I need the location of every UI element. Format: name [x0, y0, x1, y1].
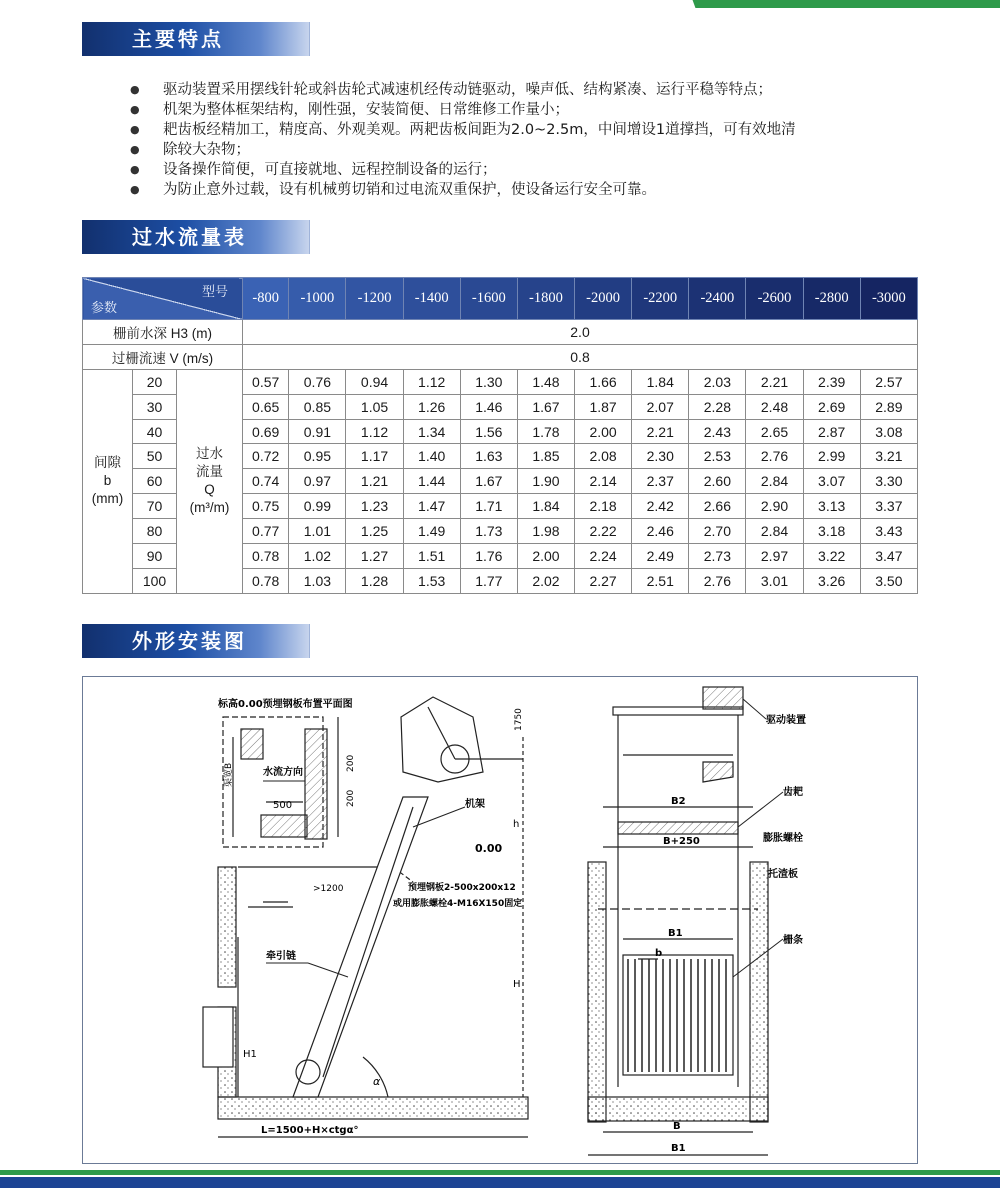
dim-H: H [513, 979, 521, 990]
flow-value: 3.43 [860, 519, 917, 544]
depth-value: 2.0 [243, 320, 918, 345]
flow-value: 2.14 [575, 469, 632, 494]
flow-value: 2.76 [689, 568, 746, 593]
gap-value: 90 [133, 544, 177, 569]
flow-value: 3.22 [803, 544, 860, 569]
embed-bolt-label: 或用膨胀螺栓4-M16X150固定 [393, 899, 523, 909]
flow-value: 2.37 [632, 469, 689, 494]
dim-1750: 1750 [514, 708, 524, 731]
flow-value: 0.97 [289, 469, 346, 494]
flow-value: 1.12 [403, 369, 460, 394]
flow-value: 1.44 [403, 469, 460, 494]
flow-value: 2.07 [632, 394, 689, 419]
installation-drawing [83, 677, 917, 1163]
flow-value: 2.21 [632, 419, 689, 444]
flow-value: 1.01 [289, 519, 346, 544]
table-header-row [83, 278, 918, 320]
flow-value: 2.27 [575, 568, 632, 593]
flow-value: 2.90 [746, 494, 803, 519]
depth-label: 栅前水深 H3 (m) [83, 320, 243, 345]
flow-value: 0.99 [289, 494, 346, 519]
flow-value: 0.65 [243, 394, 289, 419]
flow-value: 1.56 [460, 419, 517, 444]
flow-value: 3.37 [860, 494, 917, 519]
gap-value: 50 [133, 444, 177, 469]
flow-value: 2.60 [689, 469, 746, 494]
flow-value: 2.03 [689, 369, 746, 394]
flow-value: 1.73 [460, 519, 517, 544]
flow-value: 0.94 [346, 369, 403, 394]
alpha-label: α [373, 1075, 381, 1088]
velocity-label: 过栅流速 V (m/s) [83, 344, 243, 369]
top-accent-bar [690, 0, 1000, 8]
flow-value: 2.46 [632, 519, 689, 544]
drive-unit-label: 驱动装置 [766, 715, 806, 726]
section-header-features: 主要特点 [82, 22, 310, 56]
model-header: -1000 [289, 278, 346, 320]
gap-value: 40 [133, 419, 177, 444]
plan-title: 标高0.00预埋钢板布置平面图 [218, 699, 353, 710]
gap-value: 20 [133, 369, 177, 394]
feature-item: ● 机架为整体框架结构，刚性强，安装简便、日常维修工作量小； [130, 100, 920, 120]
table-row [83, 369, 918, 394]
frame-label: 机架 [465, 799, 485, 810]
flow-value: 1.27 [346, 544, 403, 569]
flow-value: 1.05 [346, 394, 403, 419]
installation-drawing-frame [82, 676, 918, 1164]
side-section [203, 697, 528, 1137]
flow-value: 2.49 [632, 544, 689, 569]
flow-value: 0.91 [289, 419, 346, 444]
flow-value: 1.66 [575, 369, 632, 394]
flow-value: 2.84 [746, 469, 803, 494]
flow-value: 2.65 [746, 419, 803, 444]
flow-value: 1.30 [460, 369, 517, 394]
elevation-0: 0.00 [475, 842, 503, 855]
flow-value: 0.75 [243, 494, 289, 519]
flow-value: 1.85 [517, 444, 574, 469]
flow-rate-table [82, 277, 918, 594]
flow-value: 2.66 [689, 494, 746, 519]
flow-value: 2.53 [689, 444, 746, 469]
flow-value: 2.39 [803, 369, 860, 394]
flow-value: 2.99 [803, 444, 860, 469]
flow-value: 1.67 [517, 394, 574, 419]
dim-1200: >1200 [313, 884, 344, 894]
flow-value: 2.28 [689, 394, 746, 419]
model-header: -1400 [403, 278, 460, 320]
gap-value: 100 [133, 568, 177, 593]
model-header: -3000 [860, 278, 917, 320]
gap-value: 80 [133, 519, 177, 544]
tray-label: 托渣板 [768, 869, 798, 880]
embed-plate-label: 预埋钢板2-500x200x12 [408, 883, 516, 893]
section-header-drawing: 外形安装图 [82, 624, 310, 658]
flow-value: 3.30 [860, 469, 917, 494]
model-header: -800 [243, 278, 289, 320]
corner-label-param: 参数 [91, 300, 118, 315]
flow-value: 0.76 [289, 369, 346, 394]
flow-value: 1.21 [346, 469, 403, 494]
flow-value: 2.84 [746, 519, 803, 544]
dim-B1-inner: B1 [668, 928, 683, 939]
flow-value: 2.89 [860, 394, 917, 419]
channel-width-label: 渠宽B [224, 762, 234, 787]
table-corner-cell [83, 278, 243, 320]
flow-value: 0.77 [243, 519, 289, 544]
flow-value: 2.51 [632, 568, 689, 593]
model-header: -2600 [746, 278, 803, 320]
footer-bar [0, 1170, 1000, 1188]
feature-list [130, 80, 920, 200]
flow-value: 0.85 [289, 394, 346, 419]
bolt-label: 膨胀螺栓 [763, 833, 803, 844]
dim-B1-bottom: B1 [671, 1143, 686, 1154]
flow-value: 1.87 [575, 394, 632, 419]
flow-value: 2.42 [632, 494, 689, 519]
gap-value: 60 [133, 469, 177, 494]
model-header: -1600 [460, 278, 517, 320]
model-header: -2000 [575, 278, 632, 320]
flow-value: 2.57 [860, 369, 917, 394]
gap-value: 70 [133, 494, 177, 519]
flow-value: 1.53 [403, 568, 460, 593]
feature-item-continuation: ● 除较大杂物； [130, 140, 920, 160]
flow-value: 2.69 [803, 394, 860, 419]
flow-value: 2.00 [517, 544, 574, 569]
model-header: -2800 [803, 278, 860, 320]
flow-value: 0.95 [289, 444, 346, 469]
flow-value: 1.02 [289, 544, 346, 569]
section-header-table: 过水流量表 [82, 220, 310, 254]
flow-value: 1.84 [632, 369, 689, 394]
feature-item: ● 驱动装置采用摆线针轮或斜齿轮式减速机经传动链驱动，噪声低、结构紧凑、运行平稳等特点； [130, 80, 920, 100]
flow-value: 1.23 [346, 494, 403, 519]
flow-value: 3.26 [803, 568, 860, 593]
flow-value: 1.78 [517, 419, 574, 444]
flow-value: 1.84 [517, 494, 574, 519]
flow-value: 1.71 [460, 494, 517, 519]
flow-value: 2.21 [746, 369, 803, 394]
dim-B2: B2 [671, 796, 686, 807]
gap-value: 30 [133, 394, 177, 419]
flow-value: 1.49 [403, 519, 460, 544]
flow-value: 3.08 [860, 419, 917, 444]
flow-value: 3.21 [860, 444, 917, 469]
model-header: -1800 [517, 278, 574, 320]
water-direction-label: 水流方向 [263, 767, 303, 778]
flow-value: 2.97 [746, 544, 803, 569]
dim-500: 500 [273, 800, 293, 811]
flow-value: 1.98 [517, 519, 574, 544]
table-row-velocity [83, 344, 918, 369]
flow-label-line: 过水 [196, 446, 223, 462]
flow-value: 1.28 [346, 568, 403, 593]
flow-value: 2.08 [575, 444, 632, 469]
model-header: -2400 [689, 278, 746, 320]
flow-value: 0.57 [243, 369, 289, 394]
dim-h: h [513, 819, 520, 830]
dim-B-plus-250: B+250 [663, 836, 700, 847]
corner-label-model: 型号 [201, 284, 228, 299]
dim-200-a: 200 [346, 754, 356, 772]
flow-value: 3.01 [746, 568, 803, 593]
flow-value: 3.13 [803, 494, 860, 519]
feature-item: ● 设备操作简便，可直接就地、远程控制设备的运行； [130, 160, 920, 180]
flow-value: 2.48 [746, 394, 803, 419]
flow-value: 2.76 [746, 444, 803, 469]
flow-value: 1.76 [460, 544, 517, 569]
flow-value: 0.69 [243, 419, 289, 444]
table-row-depth [83, 320, 918, 345]
flow-value: 1.47 [403, 494, 460, 519]
flow-value: 2.22 [575, 519, 632, 544]
flow-value: 0.78 [243, 544, 289, 569]
dim-H1: H1 [243, 1049, 257, 1060]
gap-label-cell [83, 369, 133, 593]
flow-value: 3.50 [860, 568, 917, 593]
flow-value: 2.18 [575, 494, 632, 519]
bar-label: 栅条 [783, 935, 803, 946]
flow-value: 1.25 [346, 519, 403, 544]
flow-label-cell [177, 369, 243, 593]
flow-value: 1.03 [289, 568, 346, 593]
flow-label-line: (m³/m) [189, 500, 230, 516]
dim-B: B [673, 1121, 681, 1132]
gap-label-line: b [103, 473, 112, 489]
gap-label-line: 间隙 [94, 455, 121, 471]
rake-label: 齿耙 [783, 787, 803, 798]
flow-value: 0.78 [243, 568, 289, 593]
flow-value: 1.67 [460, 469, 517, 494]
flow-value: 2.70 [689, 519, 746, 544]
flow-value: 2.24 [575, 544, 632, 569]
flow-value: 1.51 [403, 544, 460, 569]
flow-value: 1.17 [346, 444, 403, 469]
model-header: -2200 [632, 278, 689, 320]
flow-value: 3.07 [803, 469, 860, 494]
flow-value: 0.74 [243, 469, 289, 494]
flow-value: 0.72 [243, 444, 289, 469]
flow-value: 2.87 [803, 419, 860, 444]
front-view [588, 687, 768, 1155]
feature-item: ● 为防止意外过载，设有机械剪切销和过电流双重保护，使设备运行安全可靠。 [130, 180, 920, 200]
flow-label-line: 流量 [196, 464, 223, 480]
gap-label-line: (mm) [91, 491, 124, 507]
flow-value: 1.12 [346, 419, 403, 444]
flow-value: 2.02 [517, 568, 574, 593]
dim-b: b [655, 948, 663, 959]
flow-value: 3.18 [803, 519, 860, 544]
flow-value: 1.48 [517, 369, 574, 394]
flow-value: 2.73 [689, 544, 746, 569]
length-formula: L=1500+H×ctgα° [261, 1125, 359, 1136]
velocity-value: 0.8 [243, 344, 918, 369]
flow-value: 3.47 [860, 544, 917, 569]
flow-value: 1.46 [460, 394, 517, 419]
flow-value: 1.26 [403, 394, 460, 419]
chain-label: 牵引链 [266, 951, 296, 962]
flow-value: 1.34 [403, 419, 460, 444]
model-header: -1200 [346, 278, 403, 320]
flow-label-line: Q [204, 482, 215, 498]
plan-view [223, 717, 338, 847]
flow-value: 2.30 [632, 444, 689, 469]
flow-value: 1.63 [460, 444, 517, 469]
flow-value: 1.77 [460, 568, 517, 593]
flow-value: 2.43 [689, 419, 746, 444]
dim-200-b: 200 [346, 789, 356, 807]
feature-item: ● 耙齿板经精加工，精度高、外观美观。两耙齿板间距为2.0~2.5m，中间增设1道撑挡，可有效地清 [130, 120, 920, 140]
flow-value: 1.40 [403, 444, 460, 469]
flow-value: 2.00 [575, 419, 632, 444]
flow-value: 1.90 [517, 469, 574, 494]
